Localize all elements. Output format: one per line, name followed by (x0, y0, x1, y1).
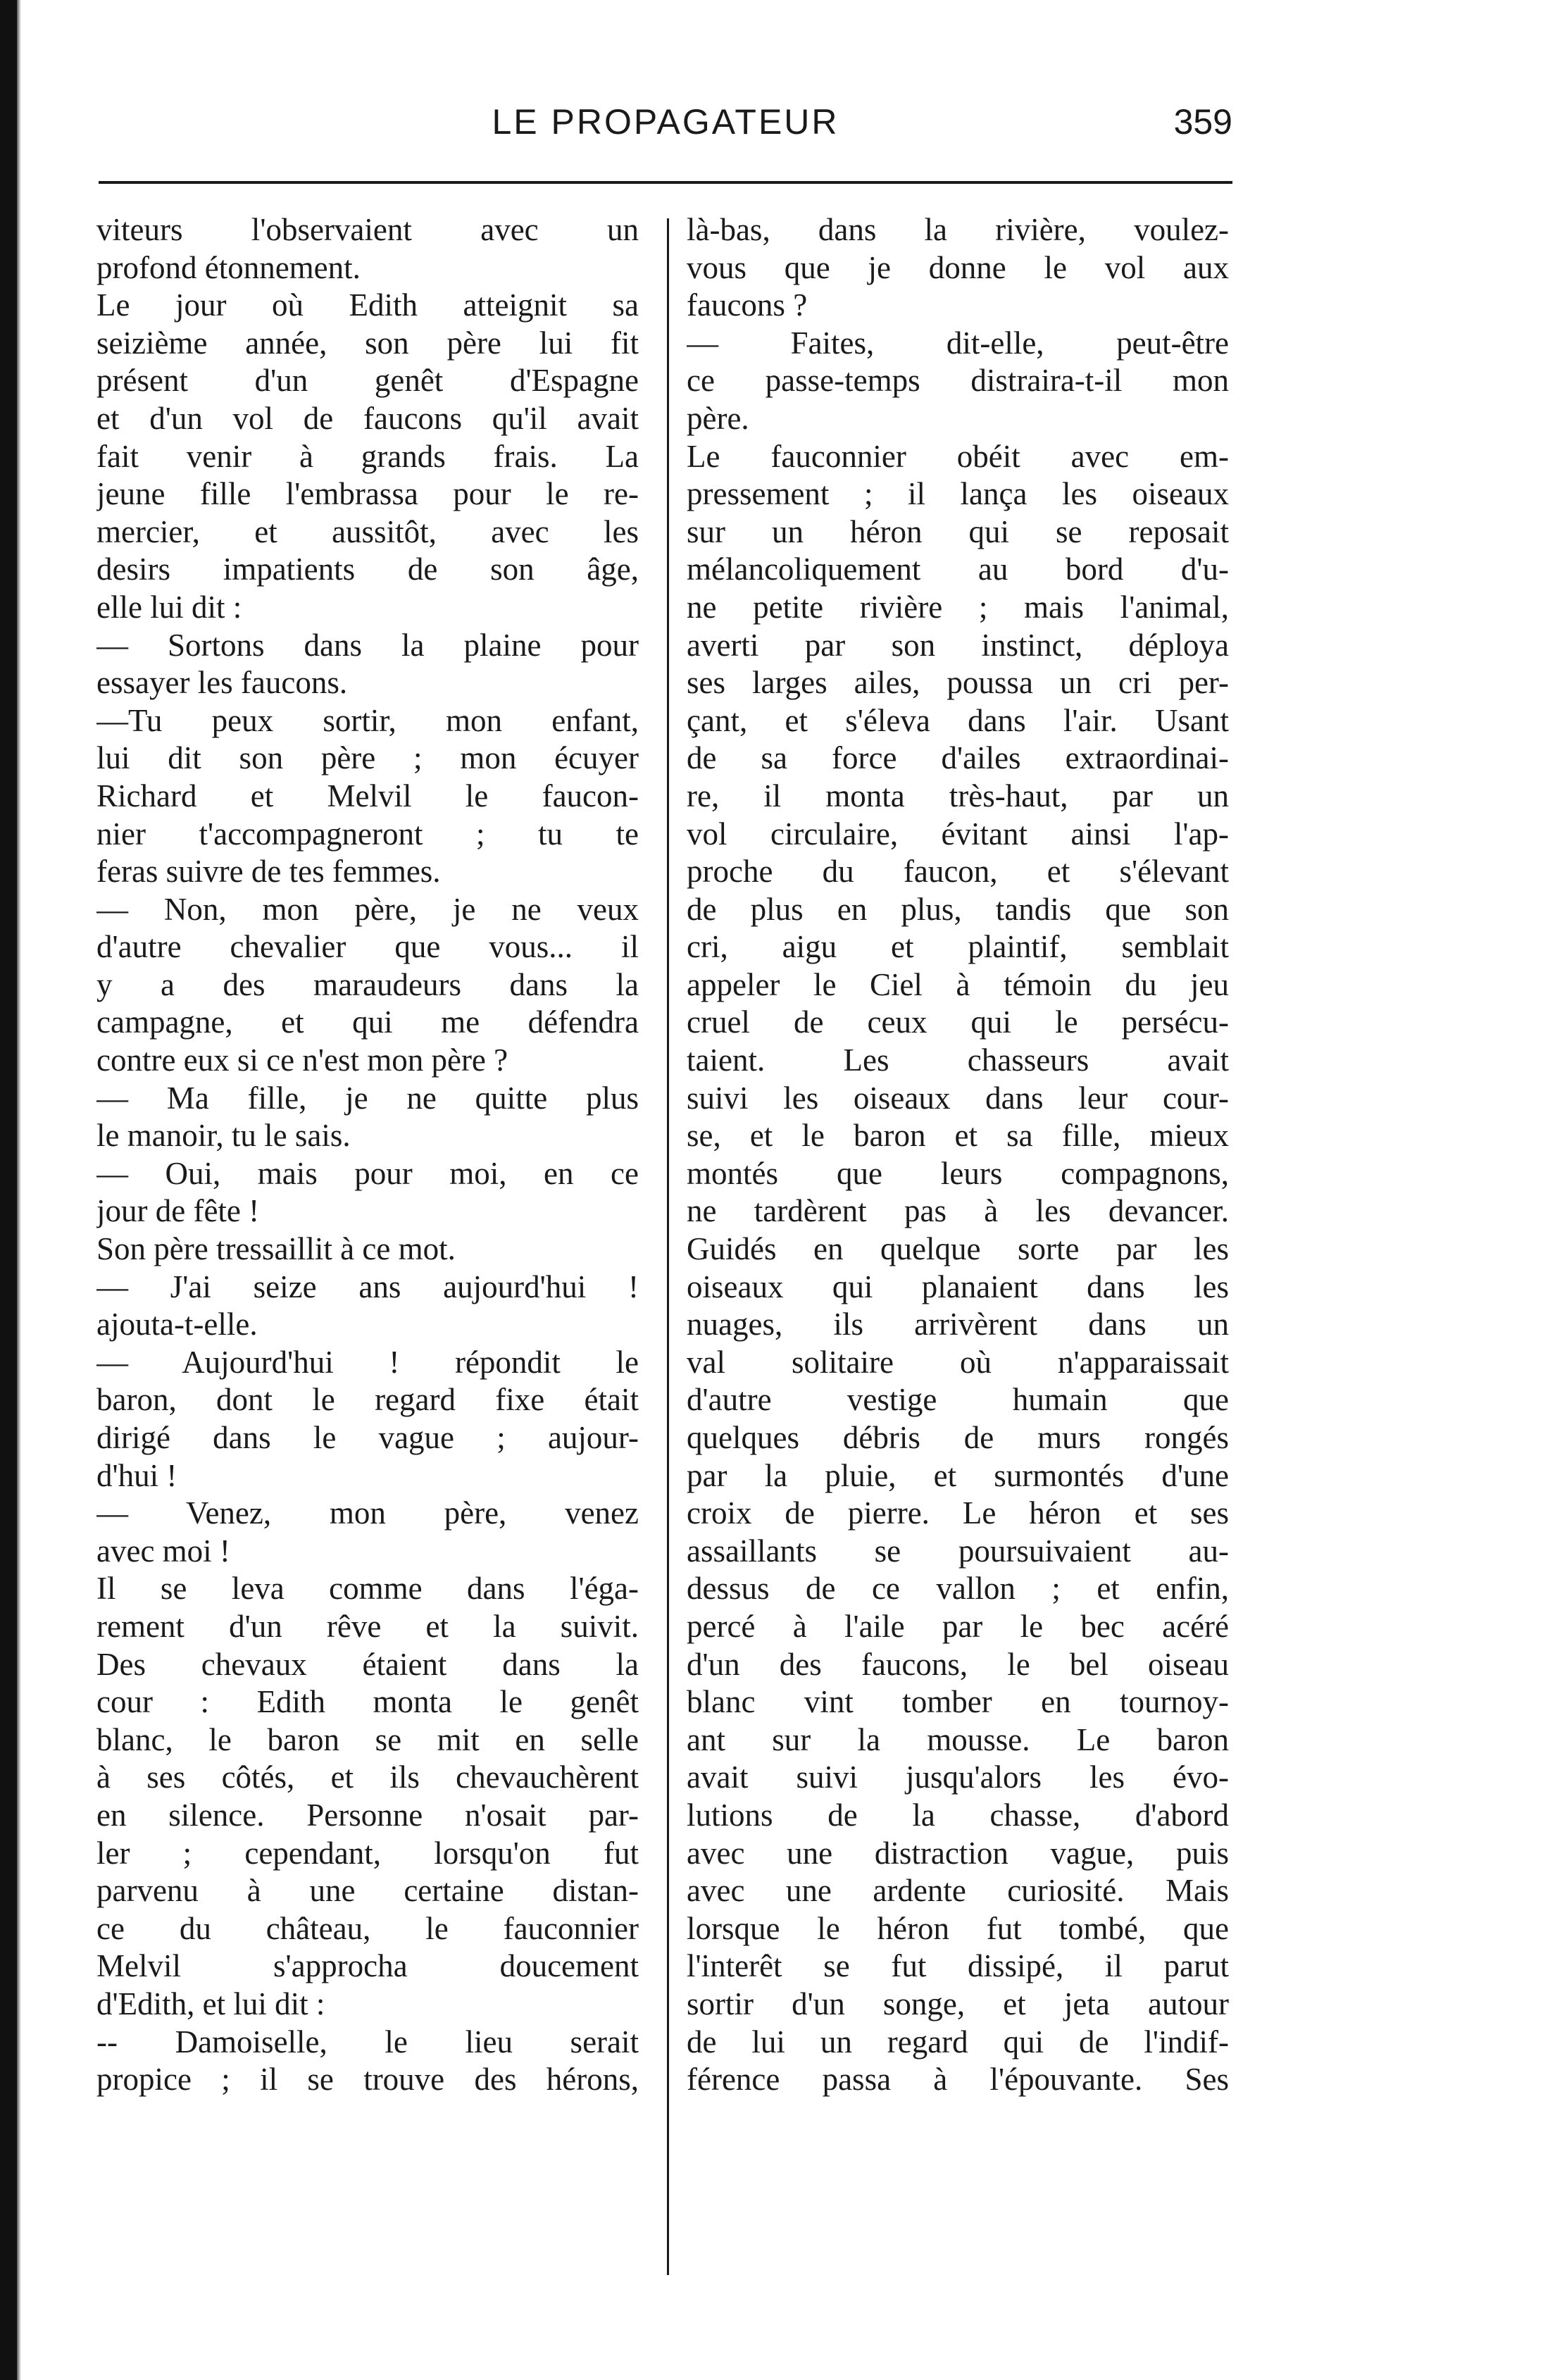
text-line: d'hui ! (96, 1457, 177, 1493)
text-line: dirigé dans le vague ; aujour- (96, 1420, 639, 1455)
text-line: — Venez, mon père, venez (96, 1495, 639, 1531)
text-line: lui dit son père ; mon écuyer (96, 740, 639, 776)
text-line: percé à l'aile par le bec acéré (687, 1608, 1229, 1644)
text-line: ne petite rivière ; mais l'animal, (687, 589, 1229, 625)
running-title: LE PROPAGATEUR (492, 102, 839, 142)
text-line: propice ; il se trouve des hérons, (96, 2062, 639, 2098)
text-line: d'un des faucons, le bel oiseau (687, 1646, 1229, 1682)
text-line: nier t'accompagneront ; tu te (96, 816, 639, 852)
text-line: dessus de ce vallon ; et enfin, (687, 1571, 1229, 1607)
text-line: essayer les faucons. (96, 665, 348, 701)
text-line: ajouta-t-elle. (96, 1307, 258, 1342)
header-rule (99, 181, 1232, 184)
text-line: baron, dont le regard fixe était (96, 1382, 639, 1418)
text-line: lutions de la chasse, d'abord (687, 1797, 1229, 1833)
text-line: blanc vint tomber en tournoy- (687, 1684, 1229, 1720)
text-line: l'interêt se fut dissipé, il parut (687, 1948, 1229, 1984)
text-line: ne tardèrent pas à les devancer. (687, 1193, 1229, 1229)
text-line: rement d'un rêve et la suivit. (96, 1608, 639, 1644)
text-line: sur un héron qui se reposait (687, 513, 1229, 549)
text-line: cour : Edith monta le genêt (96, 1684, 639, 1720)
left-text-column (96, 211, 639, 2099)
text-line: quelques débris de murs rongés (687, 1420, 1229, 1455)
text-line: cruel de ceux qui le persécu- (687, 1004, 1229, 1040)
text-line: — Aujourd'hui ! répondit le (96, 1344, 639, 1380)
text-line: suivi les oiseaux dans leur cour- (687, 1080, 1229, 1116)
text-line: feras suivre de tes femmes. (96, 854, 441, 890)
text-line: mercier, et aussitôt, avec les (96, 513, 639, 549)
text-line: là-bas, dans la rivière, voulez- (687, 212, 1229, 247)
text-line: Son père tressaillit à ce mot. (96, 1231, 456, 1267)
text-line: vol circulaire, évitant ainsi l'ap- (687, 816, 1229, 852)
text-line: — Ma fille, je ne quitte plus (96, 1080, 639, 1116)
text-line: profond étonnement. (96, 249, 361, 285)
text-line: en silence. Personne n'osait par- (96, 1797, 639, 1833)
page-header (99, 97, 1232, 147)
text-line: nuages, ils arrivèrent dans un (687, 1307, 1229, 1342)
text-line: Des chevaux étaient dans la (96, 1646, 639, 1682)
text-line: montés que leurs compagnons, (687, 1155, 1229, 1191)
text-line: — J'ai seize ans aujourd'hui ! (96, 1269, 639, 1304)
text-line: ler ; cependant, lorsqu'on fut (96, 1835, 639, 1871)
text-line: mélancoliquement au bord d'u- (687, 552, 1229, 587)
text-line: —Tu peux sortir, mon enfant, (96, 702, 639, 738)
text-line: Guidés en quelque sorte par les (687, 1231, 1229, 1267)
text-line: cri, aigu et plaintif, semblait (687, 929, 1229, 965)
text-line: blanc, le baron se mit en selle (96, 1721, 639, 1757)
text-line: — Non, mon père, je ne veux (96, 891, 639, 927)
text-line: elle lui dit : (96, 589, 242, 625)
text-line: père. (687, 400, 749, 436)
text-line: croix de pierre. Le héron et ses (687, 1495, 1229, 1531)
text-line: — Faites, dit-elle, peut-être (687, 325, 1229, 361)
text-line: ce passe-temps distraira-t-il mon (687, 363, 1229, 399)
text-line: de plus en plus, tandis que son (687, 891, 1229, 927)
text-line: jour de fête ! (96, 1193, 260, 1229)
text-line: de sa force d'ailes extraordinai- (687, 740, 1229, 776)
page-number: 359 (1173, 102, 1232, 142)
text-line: çant, et s'éleva dans l'air. Usant (687, 702, 1229, 738)
text-line: campagne, et qui me défendra (96, 1004, 639, 1040)
text-line: lorsque le héron fut tombé, que (687, 1910, 1229, 1946)
text-line: seizième année, son père lui fit (96, 325, 639, 361)
text-line: de lui un regard qui de l'indif- (687, 2024, 1229, 2060)
text-line: Le jour où Edith atteignit sa (96, 287, 639, 323)
right-text-column (687, 211, 1229, 2099)
text-line: desirs impatients de son âge, (96, 552, 639, 587)
text-line: — Oui, mais pour moi, en ce (96, 1155, 639, 1191)
text-line: Le fauconnier obéit avec em- (687, 438, 1229, 474)
text-line: à ses côtés, et ils chevauchèrent (96, 1759, 639, 1795)
text-line: d'autre chevalier que vous... il (96, 929, 639, 965)
text-line: d'autre vestige humain que (687, 1382, 1229, 1418)
text-line: appeler le Ciel à témoin du jeu (687, 966, 1229, 1002)
column-divider (667, 218, 669, 2275)
text-line: d'Edith, et lui dit : (96, 1986, 325, 2021)
text-line: averti par son instinct, déploya (687, 627, 1229, 663)
text-line: et d'un vol de faucons qu'il avait (96, 400, 639, 436)
spine-shadow (17, 0, 21, 2380)
text-line: par la pluie, et surmontés d'une (687, 1457, 1229, 1493)
text-line: ant sur la mousse. Le baron (687, 1721, 1229, 1757)
text-line: le manoir, tu le sais. (96, 1118, 351, 1154)
text-line: avec une distraction vague, puis (687, 1835, 1229, 1871)
text-line: Richard et Melvil le faucon- (96, 778, 639, 814)
text-line: avait suivi jusqu'alors les évo- (687, 1759, 1229, 1795)
text-line: parvenu à une certaine distan- (96, 1873, 639, 1909)
text-line: val solitaire où n'apparaissait (687, 1344, 1229, 1380)
text-line: se, et le baron et sa fille, mieux (687, 1118, 1229, 1154)
text-line: vous que je donne le vol aux (687, 249, 1229, 285)
text-line: Melvil s'approcha doucement (96, 1948, 639, 1984)
text-line: avec une ardente curiosité. Mais (687, 1873, 1229, 1909)
text-line: avec moi ! (96, 1533, 230, 1569)
text-line: présent d'un genêt d'Espagne (96, 363, 639, 399)
text-line: -- Damoiselle, le lieu serait (96, 2024, 639, 2060)
text-line: oiseaux qui planaient dans les (687, 1269, 1229, 1304)
text-line: Il se leva comme dans l'éga- (96, 1571, 639, 1607)
text-line: y a des maraudeurs dans la (96, 966, 639, 1002)
text-line: re, il monta très-haut, par un (687, 778, 1229, 814)
text-line: férence passa à l'épouvante. Ses (687, 2062, 1229, 2098)
text-line: viteurs l'observaient avec un (96, 212, 639, 247)
text-line: — Sortons dans la plaine pour (96, 627, 639, 663)
text-line: sortir d'un songe, et jeta autour (687, 1986, 1229, 2021)
text-line: jeune fille l'embrassa pour le re- (96, 476, 639, 512)
text-line: taient. Les chasseurs avait (687, 1042, 1229, 1078)
text-line: faucons ? (687, 287, 808, 323)
text-line: contre eux si ce n'est mon père ? (96, 1042, 508, 1078)
text-line: pressement ; il lança les oiseaux (687, 476, 1229, 512)
text-line: ses larges ailes, poussa un cri per- (687, 665, 1229, 701)
book-spine-edge (0, 0, 17, 2380)
text-line: assaillants se poursuivaient au- (687, 1533, 1229, 1569)
text-line: ce du château, le fauconnier (96, 1910, 639, 1946)
text-line: proche du faucon, et s'élevant (687, 854, 1229, 890)
text-line: fait venir à grands frais. La (96, 438, 639, 474)
